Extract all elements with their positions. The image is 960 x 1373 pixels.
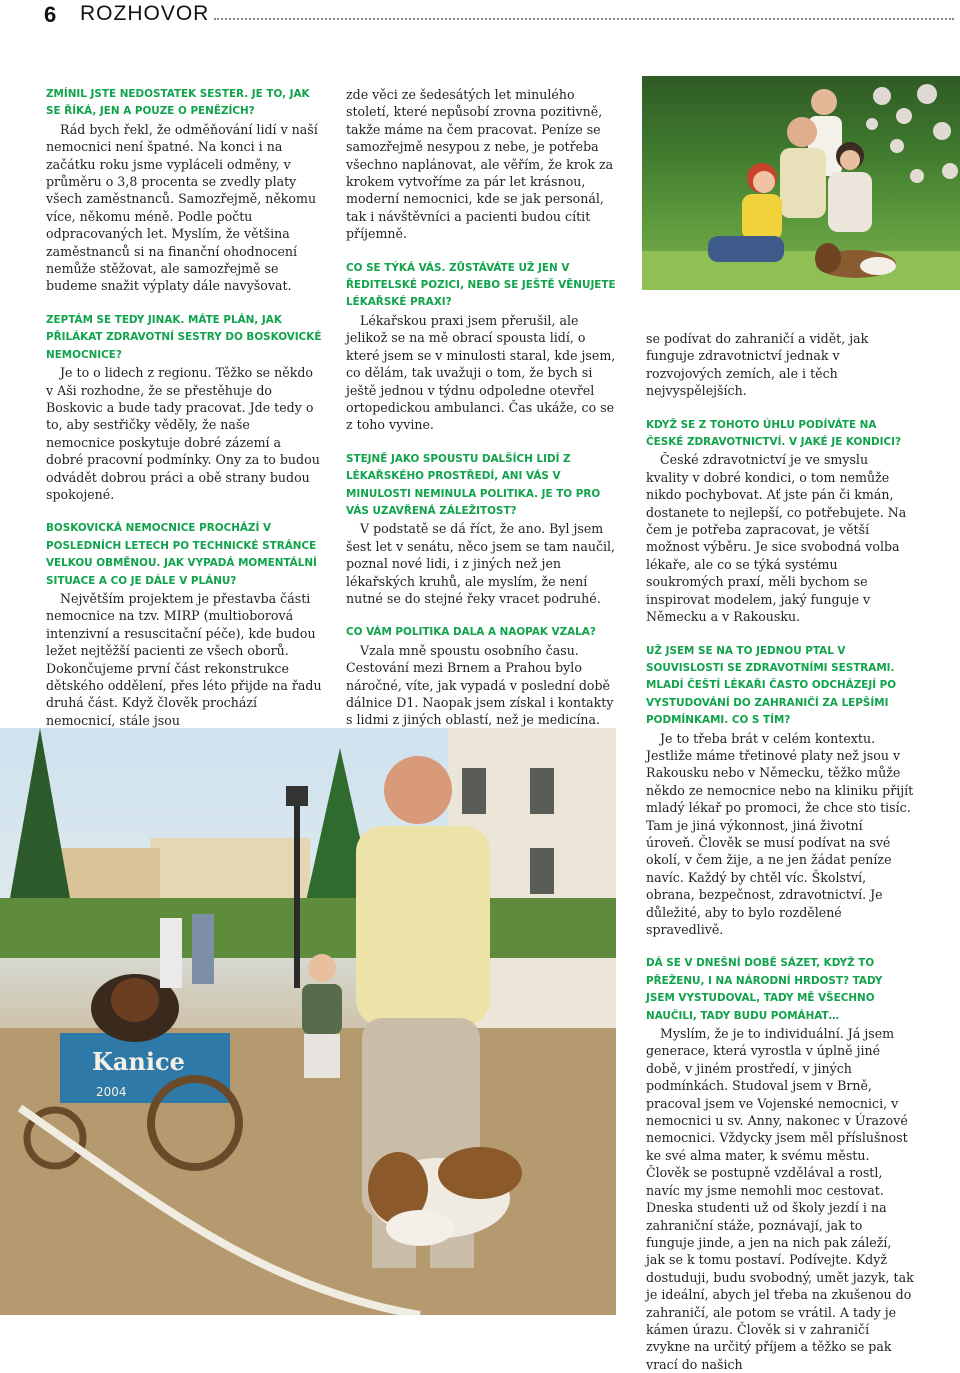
question: CO SE TÝKÁ VÁS. ZŮSTÁVÁTE UŽ JEN V ŘEDITELSKÉ POZICI, NEBO SE JEŠTĚ VĚNUJETE LÉKAŘSKÉ PRAXI? [346, 261, 616, 309]
answer: se podívat do zahraničí a vidět, jak funguje zdravotnictví jednak v rozvojových zemích, ale i těch nejvyspělejších. [646, 331, 869, 399]
question: DÁ SE V DNEŠNÍ DOBĚ SÁZET, KDYŽ TO PŘEŽENU, I NA NÁRODNÍ HRDOST? TADY JSEM VYSTUDOVAL, TADY MĚ VŠECHNO NAUČILI, TADY BUDU POMÁHAT… [646, 957, 883, 1022]
family-photo [642, 76, 960, 290]
question: UŽ JSEM SE NA TO JEDNOU PTAL V SOUVISLOSTI SE ZDRAVOTNÍMI SESTRAMI. MLADÍ ČEŠTÍ LÉKAŘI ČASTO ODCHÁZEJÍ PO VYSTUDOVÁNÍ DO ZAHRANIČÍ ZA LEPŠÍMI PODMÍNKAMI. CO S TÍM? [646, 644, 897, 727]
cart-lettering: Kanice [92, 1047, 185, 1076]
column-1 [46, 86, 322, 729]
column-2 [346, 86, 622, 746]
fair-photo [0, 728, 616, 1315]
fair-photo-illustration [0, 728, 616, 1315]
answer: České zdravotnictví je ve smyslu kvality v dobré kondici, o tom nemůže nikdo pochybovat. Ať jste pán či kmán, dostanete to nejlepší, co potřebujete. Na čem je potřeba zapracovat, je větší možnost výběru. Je sice svobodná volba lékaře, ale co se týká systému soukromých praxí, měli bychom se inspirovat modelem, jaký funguje v Německu a v Rakousku. [646, 452, 907, 625]
family-photo-illustration [642, 76, 960, 290]
answer: Rád bych řekl, že odměňování lidí v naší nemocnici není špatné. Na konci i na začátku roku jsme vypláceli odměny, v průměru o 3,8 procenta se zvedly platy všech zaměstnanců. Samozřejmě, někomu více, někomu méně. Podle počtu odpracovaných let. Myslím, že většina zaměstnanců si na finanční ohodnocení nemůže stěžovat, ale samozřejmě se budeme snažit výplaty dále navyšovat. [46, 121, 318, 294]
answer: Je to třeba brát v celém kontextu. Jestliže máme třetinové platy než jsou v Rakousku nebo v Německu, těžko může někdo ze nemocnice nebo na kliniku přijít mladý lékař po promoci, že chce sto tisíc. Tam je jiná výkonnost, jiná životní úroveň. Člověk se musí podívat na své okolí, v čem žije, a ne jen žádat peníze navíc. Každý by chtěl víc. Školství, obrana, bezpečnost, zdravotnictví. Je důležité, aby to bylo rozdělené spravedlivě. [646, 730, 914, 937]
question: STEJNĚ JAKO SPOUSTU DALŠÍCH LIDÍ Z LÉKAŘSKÉHO PROSTŘEDÍ, ANI VÁS V MINULOSTI NEMINULA POLITIKA. JE TO PRO VÁS UZAVŘENÁ ZÁLEŽITOST? [346, 452, 601, 517]
question: CO VÁM POLITIKA DALA A NAOPAK VZALA? [346, 626, 596, 639]
answer: Je to o lidech z regionu. Těžko se někdo v Aši rozhodne, že se přestěhuje do Boskovic a bude tady pracovat. Jde tedy o to, aby sestřičky věděly, že naše nemocnice poskytuje dobré zázemí a dobré pracovní podmínky. Ony za to budou odvádět dobrou práci a obě strany budou spokojené. [46, 365, 320, 502]
question: KDYŽ SE Z TOHOTO ÚHLU PODÍVÁTE NA ČESKÉ ZDRAVOTNICTVÍ. V JAKÉ JE KONDICI? [646, 418, 902, 449]
answer: zde věci ze šedesátých let minulého století, které nepůsobí zrovna pozitivně, takže máme na čem pracovat. Peníze se samozřejmě nesypou z nebe, je potřeba všechno naplánovat, ale věřím, že krok za krokem vytvoříme za pár let krásnou, moderní nemocnici, kde se jak personál, tak i návštěvníci a pacienti budou cítit příjemně. [346, 87, 614, 242]
header-dotted-rule [214, 18, 954, 20]
column-3 [646, 330, 914, 1373]
answer: Vzala mně spoustu osobního času. Cestování mezi Brnem a Prahou bylo náročné, víte, jak vypadá v poslední době dálnice D1. Naopak jsem získal i kontakty s lidmi z jiných oblastí, než je medicína. [346, 642, 614, 728]
answer: Největším projektem je přestavba části nemocnice na tzv. MIRP (multioborová intenzivní a resuscitační péče), kde budou ležet nejtěžší pacienti ze všech oborů. Dokončujeme první část rekonstrukce dětského oddělení, přes léto přijde na řadu druhá část. Když člověk prochází nemocnicí, stále jsou [46, 590, 322, 728]
cart-year: 2004 [96, 1085, 127, 1099]
answer: V podstatě se dá říct, že ano. Byl jsem šest let v senátu, něco jsem se tam naučil, poznal nové lidi, i z jiných než jen lékařských kruhů, ale myslím, že není nutné se do stejné řeky vracet podruhé. [346, 521, 616, 606]
question: ZEPTÁM SE TEDY JINAK. MÁTE PLÁN, JAK PŘILÁKAT ZDRAVOTNÍ SESTRY DO BOSKOVICKÉ NEMOCNICE? [46, 313, 322, 361]
answer: Myslím, že je to individuální. Já jsem generace, která vyrostla v úplně jiné době, v jiném prostředí, v jiných podmínkách. Studoval jsem v Brně, pracoval jsem ve Vojenské nemocnici, v nemocnici u sv. Anny, nakonec v Úrazové nemocnici. Vždycky jsem měl příslušnost ke své alma mater, k svému městu. Člověk se postupně vzdělával a rostl, navíc my jsme nemohli moc cestovat. Dneska studenti už od školy jezdí i na zahraniční stáže, poznávají, jak to funguje jinde, a jen na nich pak záleží, jak se k tomu postaví. Podívejte. Když dostuduji, budu svobodný, umět jazyk, tak je ideální, abych jel třeba na zkušenou do zahraničí, ale potom se vrátil. A tady je kámen úrazu. Člověk si v zahraničí zvykne na určitý příjem a těžko se pak vrací do našich [646, 1026, 914, 1372]
page-number: 6 [44, 2, 57, 27]
page-header [44, 0, 960, 28]
section-title: ROZHOVOR [80, 2, 210, 25]
answer: Lékařskou praxi jsem přerušil, ale jelikož se na mě obrací spousta lidí, o které jsem se v minulosti staral, kde jsem, co dělám, tak uvažuji o tom, že bych si ještě jednou v týdnu odpoledne otevřel ortopedickou ambulanci. Čas ukáže, co se z toho vyvine. [346, 312, 616, 433]
question: ZMÍNIL JSTE NEDOSTATEK SESTER. JE TO, JAK SE ŘÍKÁ, JEN A POUZE O PENĚZÍCH? [46, 88, 310, 118]
question: BOSKOVICKÁ NEMOCNICE PROCHÁZÍ V POSLEDNÍCH LETECH PO TECHNICKÉ STRÁNCE VELKOU OBMĚNOU. JAK VYPADÁ MOMENTÁLNÍ SITUACE A CO JE DÁLE V PLÁNU? [46, 522, 317, 587]
